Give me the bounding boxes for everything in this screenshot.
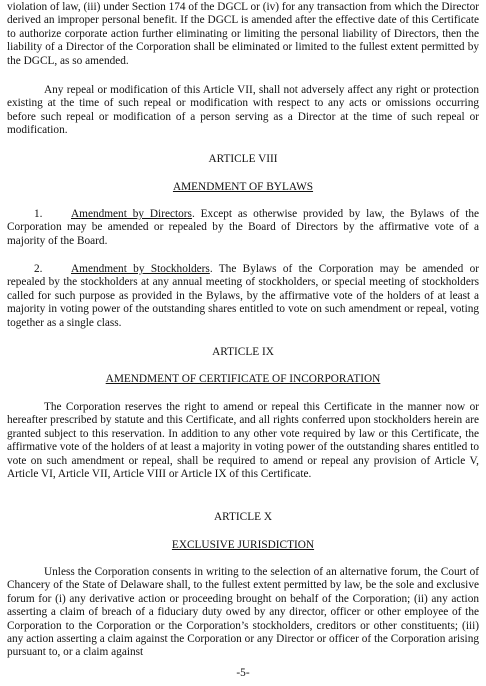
section-number: 2. (34, 263, 43, 275)
section-text: . Except as otherwise provided by law, the Bylaws of the Corporation may be amended or repealed by the Board of Directors by the affirmative vote of a majority of the Board. (7, 208, 479, 247)
section-title: Amendment by Stockholders (71, 263, 210, 275)
paragraph-article-ix (7, 401, 479, 481)
paragraph-article-x-text: Unless the Corporation consents in writing to the selection of an alternative forum, the Court of Chancery of the State of Delaware shall, to the fullest extent permitted by law, be the sole and exclusive forum for (i) any derivative action or proceeding brought on behalf of the Corporation; (ii) any action asserting a claim of breach of a fiduciary duty owed by any director, officer or other employee of the Corporation to the Corporation or the Corporation’s stockholders, creditors or other constituents; (iii) any action asserting a claim against the Corporation or any Director or officer of the Corporation arising pursuant to, or a claim against (7, 566, 479, 659)
article-ix-title: AMENDMENT OF CERTIFICATE OF INCORPORATION (105, 373, 381, 385)
section-text: . The Bylaws of the Corporation may be amended or repealed by the stockholders at any annual meeting of stockholders, or special meeting of stockholders called for such purpose as provided in the Bylaws, by the affirmative vote of the holders of at least a majority in voting power of the outstanding shares entitled to vote on such amendment or repeal, voting together as a single class. (7, 263, 480, 329)
article-ix-heading: ARTICLE IX (212, 346, 274, 358)
article-x-title: EXCLUSIVE JURISDICTION (171, 539, 315, 551)
page-number: -5- (236, 667, 250, 679)
paragraph-article-ix-text: The Corporation reserves the right to amend or repeal this Certificate in the manner now or hereafter prescribed by statute and this Certificate, and all rights conferred upon stockholders herein are granted subject to this reservation. In addition to any other vote required by law or this Certificate, the affirmative vote of the holders of at least a majority in voting power of the outstanding shares entitled to vote on such amendment or repeal, shall be required to amend or repeal any provision of Article V, Article VI, Article VII, Article VIII or Article IX of this Certificate. (7, 401, 479, 481)
section-amendment-by-directors (7, 208, 479, 248)
paragraph-liability-limitation: violation of law, (iii) under Section 174 of the DGCL or (iv) for any transaction from which the Director derived an improper personal benefit. If the DGCL is amended after the effective date of this Certificate to authorize corporate action further eliminating or limiting the personal liability of Directors, then the liability of a Director of the Corporation shall be eliminated or limited to the fullest extent permitted by the DGCL, as so amended. (7, 1, 479, 67)
article-viii-heading: ARTICLE VIII (208, 153, 278, 165)
paragraph-article-x (7, 566, 479, 660)
paragraph-repeal-modification (7, 84, 479, 138)
section-amendment-by-stockholders (7, 263, 479, 330)
section-title: Amendment by Directors (71, 208, 192, 220)
paragraph-repeal-text: Any repeal or modification of this Article VII, shall not adversely affect any right or protection existing at the time of such repeal or modification with respect to any acts or omissions occurring before such repeal or modification of a person serving as a Director at the time of such repeal or modification. (7, 84, 479, 137)
article-x-heading: ARTICLE X (214, 511, 272, 523)
section-number: 1. (34, 208, 43, 220)
article-viii-title: AMENDMENT OF BYLAWS (172, 181, 314, 193)
